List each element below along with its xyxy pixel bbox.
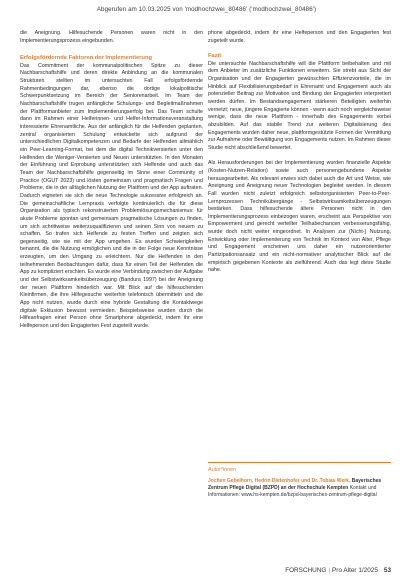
left-column [20,30,203,331]
right-column [208,30,391,275]
authors-body [208,478,391,499]
section-heading-fazit: Fazit [208,53,222,60]
download-watermark: Abgerufen am 10.03.2025 von 'modhochzwei_80486' ('modhochzwei_80486') [96,6,317,13]
page-number: 53 [383,567,391,574]
left-body-paragraph: Das Commitment der kommunalpolitischen Spitze zu dieser Nachbarschaftshilfe und deren direkte Anbindung an die kommunalen Strukturen stellten im untersuchten Fall erfolgsfördernde Rahmenbedingungen dar, ebenso die dortige lokalpolitische Schwerpunktsetzung im Bereich der Seniorenarbeit. Im Team der Nachbarschaftshilfe trugen anfängliche Schulungs- und Begleitmaßnahmen der Plattformanbieter zum Implementierungserfolg bei. Das Team schulte dann im Rahmen einer Helferinnen- und Helfer-Informationsveranstaltung interessierte Ehrenamtliche. Aus der anfänglich für die Helfenden geplanten, zentral organisierten Schulung entwickelte sich aufgrund der unterschiedlichen Digitalkompetenzen und Bedarfe der Helfenden allmählich ein Peer-Learning-Format, bei dem die digital Technikversierten unter den Helfenden die Weniger-Versierten und Neuen unterstützten. In den Monaten der Einführung und Erprobung unterstützten sich Helfende und auch das Team der Nachbarschaftshilfe gegenseitig im Sinne einer Community of Practice (OGUT 2023) und lösten gemeinsam und pragmatisch Fragen und Probleme, die in der alltäglichen Nutzung der Plattform und der App auftraten. Dadurch eigneten sie sich die neue Technologie sukzessive erfolgreich an. Die gemeinschaftliche Lernpraxis verfolgte kontinuierlich die für diese Organisation als typisch rekonstruierten Problemlösungsmechanismus: für akute Probleme spontan und gemeinsam pragmatische Lösungen zu finden, um sich schrittweise weiterzuqualifizieren und seinen Sinn von neuem zu schaffen. So trafen sich Helfende zu festen Treffen und zeigten sich gegenseitig, wie sie mit der App umgehen. Es wurden Schwierigkeiten benannt, die die Nutzung ermöglichen und die in der Folge neue Kenntnisse erzeugten, um den Umgang zu erleichtern. Nur die Helfenden in den teilnehmenden Beobachtungen dafür, dass für einen Teil der Helfenden die App zu kompliziert erschien. Es wurde eine Verbindung zwischen der Aufgabe und der Selbstwirksamkeitsüberzeugung (Bandura 1997) bei der Aneignung der neuen Plattform hinderlich war. Mit Blick auf die hilfesuchenden Kleinfirmen, die ihre Hilfegesuche weiterhin telefonisch übermitteln und die App nicht nutzen, wurde durch eine hybride Gestaltung die Kontaktwege digitale Exklusion bewusst vermieden. Beispielsweise wurden durch die Hilfeanfragen einer Person ohne Smartphone abgedeckt, indem ihr eine Helfeperson und den Engagierten Fest zugeteilt wurde. [20,62,203,330]
fazit-paragraph-1: Die untersuchte Nachbarschaftshilfe will die Plattform beibehalten und mit dem Anbieter im zusätzliche Funktionen erweitern. Sie strebt aus Sicht der Organisation und der Engagierten gewünschten Effizienzvorteile, die im Hinblick auf Flexibilisierungsbedarf in Ehrenamt und Engagement auch als potenzieller Beitrag zur Motivation und Bindung der Engagierten interpretiert werden dürfen. Im Bestandsengagement stärkeren Beteiligten weiterhin vernetzt; neue, jüngere Engagierte können - wenn auch noch vergleichsweise wenige, dass die neue Plattform - innerhalb des Engagements vorbei abzubilden. Auf das stabile Trend zur weiteren Digitalisierung des Engagements wurden daher neue, plattformgestützte Formen der Vermittlung zur Aufnahme oder Bewältigung von Engagements nutzen. Im Rahmen dieser Studie nicht abschließend bewertet. [208,60,391,151]
right-intro-paragraph: phone abgedeckt, indem ihr eine Helfeperson und den Engagierten fest zugeteilt wurde. [208,30,391,44]
fazit-paragraph-2: Als Herausforderungen bei der Implementierung wurden finanzielle Aspekte (Kosten-Nutzen-Relation) sowie auch personengebundene Aspekte herausgearbeitet. Als relevant erwies sich dabei auch die Art und Weise, wie Aneignung und Aneignung neuer Technologien begleitet werden. In diesem Fall wurden nicht zuletzt erfolgreich selbstorganisierten Peer-to-Peer-Lernprozessen Technikübergänge - Selbstwirksamkeitsüberzeugungen bestärken. Dass hilfesuchende ältere Personen nicht in den Implementierungsprozess einbezogen waren, erscheint aus Perspektive von Empowerment und gerecht verteilter Teilhabechancen verbesserungsfähig, wurde doch nicht weiter eingeordnet. In Analysen zur (Nicht-) Nutzung, Entwicklung oder Implementierung von Technik im Kontext von Alter, Pflege und Engagement erscheinen uns daher ein nutzerorientierter Partizipationsansatz und ein nicht-normativer analytischer Blick auf die empirisch gegebenen Kontexte als zielführend. Auch das legt diese Studie nahe. [208,160,391,274]
author-affiliation: Bayerisches Zentrum Pflege Digital (BZPD) an der Hochschule Kempten [208,478,382,492]
author-names: Jochen Gebelhorn, Hedrin Dietenhofer und Dr. Tobias Werk, [208,478,351,485]
authors-divider [208,462,391,463]
authors-title: Autor*innen [208,467,237,473]
section-heading-success-factors: Erfolgsfördernde Faktoren der Implementierung [20,55,153,62]
left-intro-paragraph: die Aneignung. Hilfesuchende Personen waren nicht in den Implementierungsprozess eingebunden. [20,30,203,44]
footer-issue: Pro Alter 1/2025 [332,567,378,574]
authors-box [208,462,391,499]
page-footer [0,567,391,574]
footer-journal-section: FORSCHUNG [285,567,327,574]
footer-separator: | [328,567,331,574]
author-contact-link[interactable]: Kontakt und Informationen: www.hs-kempten.de/bzpd-bayerisches-zentrum-pflege-digital [208,485,377,499]
